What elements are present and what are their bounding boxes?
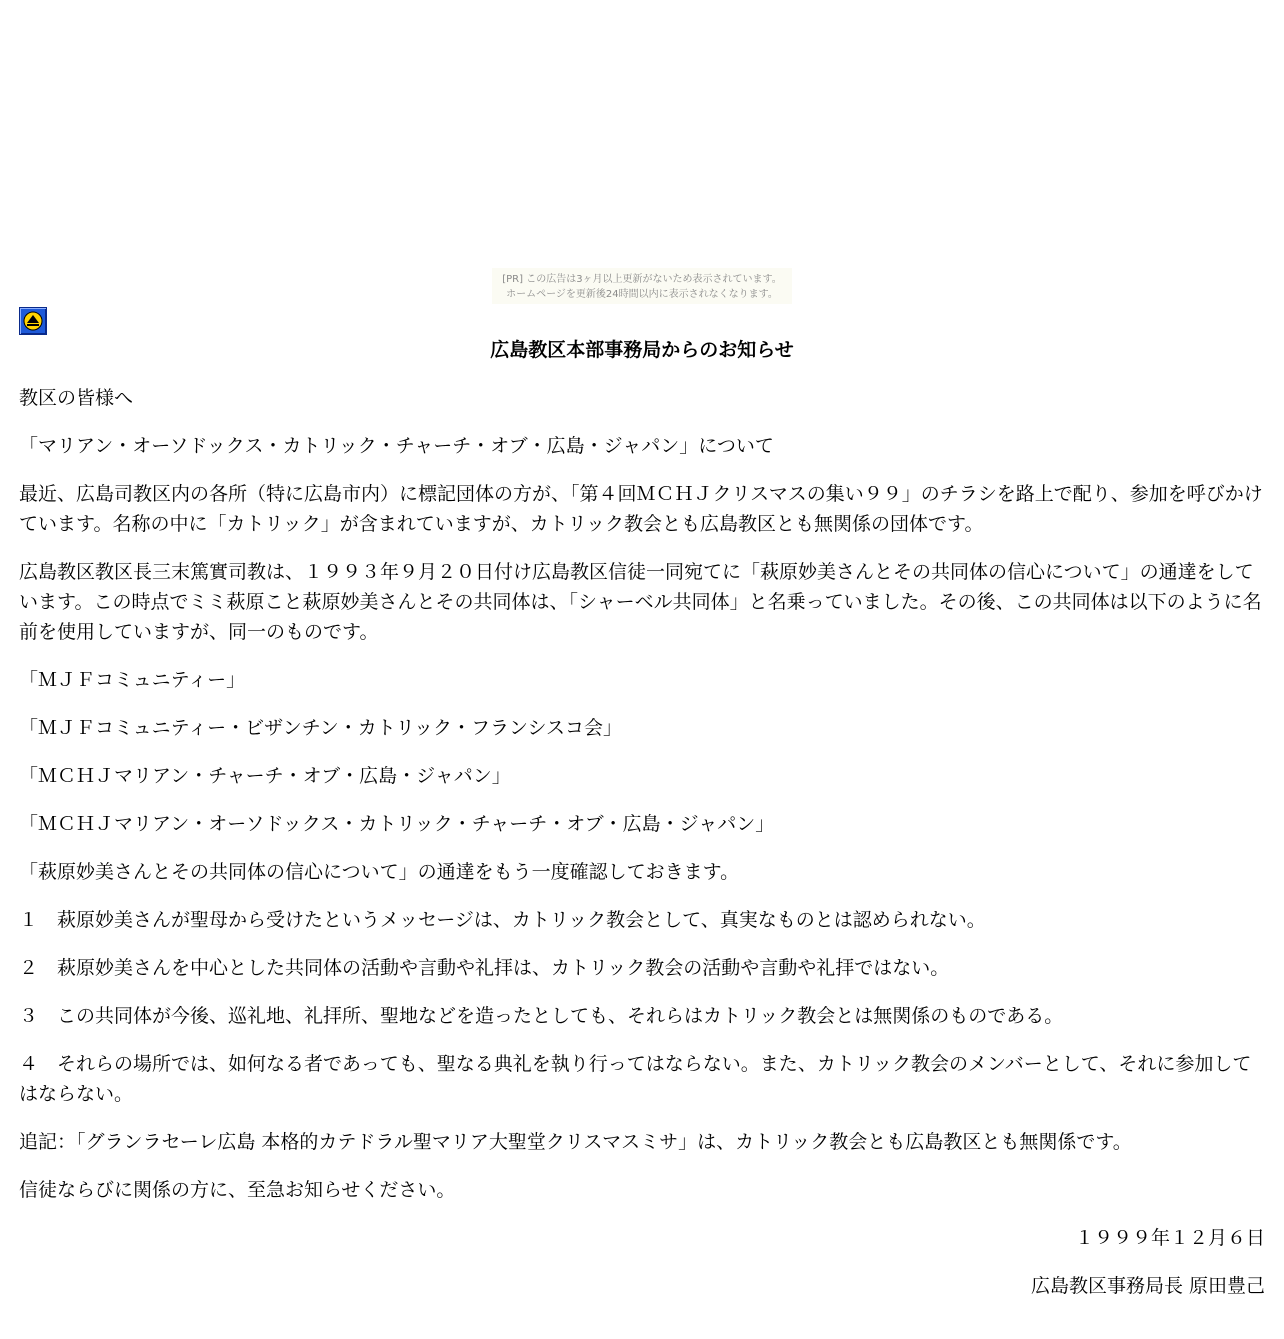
- reconfirm-line: 「萩原妙美さんとその共同体の信心について」の通達をもう一度確認しておきます。: [19, 861, 740, 883]
- notice-date: １９９９年１２月６日: [1074, 1227, 1265, 1249]
- pr-ad-line-2: ホームページを更新後24時間以内に表示されなくなります。: [506, 289, 778, 300]
- group-name-3: 「ＭＣＨＪマリアン・チャーチ・オブ・広島・ジャパン」: [19, 765, 511, 787]
- ad-space: [0, 0, 1284, 268]
- group-name-1: 「ＭＪＦコミュニティー」: [19, 669, 246, 691]
- signature: 広島教区事務局長 原田豊己: [1030, 1275, 1265, 1297]
- greeting: 教区の皆様へ: [19, 387, 134, 409]
- group-name-2: 「ＭＪＦコミュニティー・ビザンチン・カトリック・フランシスコ会」: [19, 717, 622, 739]
- notice-point-2: ２ 萩原妙美さんを中心とした共同体の活動や言動や礼拝は、カトリック教会の活動や言動や礼拝ではない。: [19, 957, 950, 979]
- postscript: 追記：「グランラセーレ広島 本格的カテドラル聖マリア大聖堂クリスマスミサ」は、カトリック教会とも広島教区とも無関係です。: [19, 1131, 1132, 1153]
- pr-ad-notice[interactable]: [492, 268, 792, 304]
- notice-point-4: ４ それらの場所では、如何なる者であっても、聖なる典礼を執り行ってはならない。また、カトリック教会のメンバーとして、それに参加してはならない。: [19, 1053, 1252, 1105]
- pr-ad-line-1: [PR] この広告は3ヶ月以上更新がないため表示されています。: [502, 274, 782, 285]
- notice-point-1: １ 萩原妙美さんが聖母から受けたというメッセージは、カトリック教会として、真実なものとは認められない。: [19, 909, 986, 931]
- paragraph-recent-activity: 最近、広島司教区内の各所（特に広島市内）に標記団体の方が、「第４回ＭＣＨＪクリスマスの集い９９」のチラシを路上で配り、参加を呼びかけています。名称の中に「カトリック」が含まれていますが、カトリック教会とも広島教区とも無関係の団体です。: [19, 483, 1263, 535]
- subject-line: 「マリアン・オーソドックス・カトリック・チャーチ・オブ・広島・ジャパン」について: [19, 435, 774, 457]
- request-line: 信徒ならびに関係の方に、至急お知らせください。: [19, 1179, 456, 1201]
- back-to-top-button[interactable]: [19, 307, 47, 335]
- group-name-4: 「ＭＣＨＪマリアン・オーソドックス・カトリック・チャーチ・オブ・広島・ジャパン」: [19, 813, 775, 835]
- notice-content: [19, 333, 1265, 1319]
- notice-point-3: ３ この共同体が今後、巡礼地、礼拝所、聖地などを造ったとしても、それらはカトリック教会とは無関係のものである。: [19, 1005, 1064, 1027]
- paragraph-bishop-notice: 広島教区教区長三末篤實司教は、１９９３年９月２０日付け広島教区信徒一同宛てに「萩原妙美さんとその共同体の信心について」の通達をしています。この時点でミミ萩原こと萩原妙美さんとその共同体は、「シャーベル共同体」と名乗っていました。その後、この共同体は以下のように名前を使用していますが、同一のものです。: [19, 561, 1262, 643]
- notice-title: 広島教区本部事務局からのお知らせ: [490, 339, 794, 361]
- arrow-up-icon: [23, 311, 43, 331]
